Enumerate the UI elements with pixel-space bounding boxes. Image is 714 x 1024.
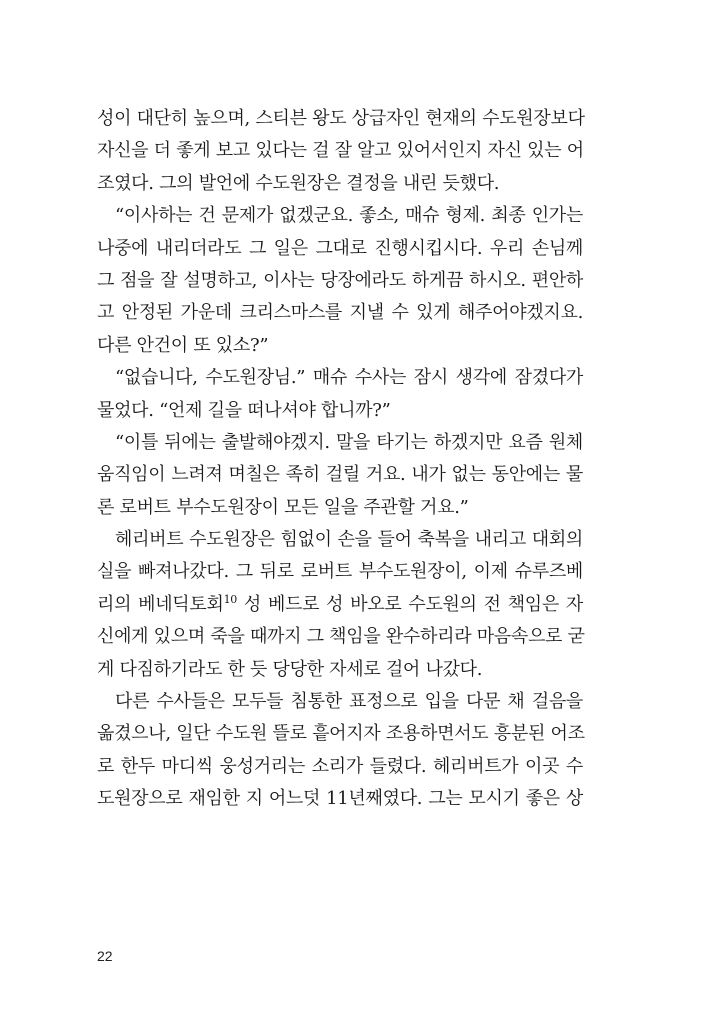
text-line bbox=[97, 589, 583, 621]
text-line bbox=[97, 168, 583, 200]
text-line bbox=[97, 686, 583, 718]
text-line-content: 다른 수사들은 모두들 침통한 표정으로 입을 다문 채 걸음을 bbox=[115, 691, 583, 713]
text-line bbox=[97, 362, 583, 394]
text-line bbox=[97, 524, 583, 556]
text-line-content: 게 다짐하기라도 한 듯 당당한 자세로 걸어 나갔다. bbox=[97, 658, 483, 680]
text-line-content: 리의 베네딕토회 bbox=[97, 593, 224, 615]
text-line-content: 성 베드로 성 바오로 수도원의 전 책임은 자 bbox=[236, 593, 583, 615]
text-line bbox=[97, 135, 583, 167]
text-line bbox=[97, 556, 583, 588]
text-line-content: 옮겼으나, 일단 수도원 뜰로 흩어지자 조용하면서도 흥분된 어조 bbox=[97, 723, 585, 745]
text-line-content: 헤리버트 수도원장은 힘없이 손을 들어 축복을 내리고 대회의 bbox=[115, 529, 583, 551]
text-line-content: 론 로버트 부수도원장이 모든 일을 주관할 거요.” bbox=[97, 496, 469, 518]
text-line-content: 실을 빠져나갔다. 그 뒤로 로버트 부수도원장이, 이제 슈루즈베 bbox=[97, 561, 583, 583]
text-line-content: 물었다. “언제 길을 떠나셔야 합니까?” bbox=[97, 399, 391, 421]
text-line bbox=[97, 654, 583, 686]
text-line-content: 자신을 더 좋게 보고 있다는 걸 잘 알고 있어서인지 자신 있는 어 bbox=[97, 140, 584, 162]
text-line-content: 나중에 내리더라도 그 일은 그대로 진행시킵시다. 우리 손님께 bbox=[97, 237, 583, 259]
text-line bbox=[97, 427, 583, 459]
text-line-content: 조였다. 그의 발언에 수도원장은 결정을 내린 듯했다. bbox=[97, 172, 500, 194]
text-line-content: 도원장으로 재임한 지 어느덧 11년째였다. 그는 모시기 좋은 상 bbox=[97, 788, 583, 810]
text-line bbox=[97, 103, 583, 135]
text-line bbox=[97, 200, 583, 232]
text-line bbox=[97, 621, 583, 653]
text-line bbox=[97, 395, 583, 427]
page-number: 22 bbox=[97, 948, 113, 964]
text-line-content: 신에게 있으며 죽을 때까지 그 책임을 완수하리라 마음속으로 굳 bbox=[97, 626, 585, 648]
text-line bbox=[97, 783, 583, 815]
text-line bbox=[97, 265, 583, 297]
text-line bbox=[97, 233, 583, 265]
text-line bbox=[97, 492, 583, 524]
text-line bbox=[97, 751, 583, 783]
text-line-content: 로 한두 마디씩 웅성거리는 소리가 들렸다. 헤리버트가 이곳 수 bbox=[97, 755, 583, 777]
text-line-content: “이사하는 건 문제가 없겠군요. 좋소, 매슈 형제. 최종 인가는 bbox=[115, 205, 583, 227]
text-line-content: “없습니다, 수도원장님.” 매슈 수사는 잠시 생각에 잠겼다가 bbox=[115, 367, 583, 389]
footnote-marker: 10 bbox=[223, 592, 237, 606]
text-line-content: 그 점을 잘 설명하고, 이사는 당장에라도 하게끔 하시오. 편안하 bbox=[97, 269, 583, 291]
body-text bbox=[97, 103, 583, 816]
text-line-content: 움직임이 느려져 며칠은 족히 걸릴 거요. 내가 없는 동안에는 물 bbox=[97, 464, 583, 486]
text-line bbox=[97, 718, 583, 750]
text-line-content: “이틀 뒤에는 출발해야겠지. 말을 타기는 하겠지만 요즘 원체 bbox=[115, 431, 583, 453]
text-line-content: 고 안정된 가운데 크리스마스를 지낼 수 있게 해주어야겠지요. bbox=[97, 302, 583, 324]
text-line bbox=[97, 330, 583, 362]
text-line-content: 다른 안건이 또 있소?” bbox=[97, 334, 269, 356]
text-line bbox=[97, 459, 583, 491]
text-line bbox=[97, 297, 583, 329]
text-line-content: 성이 대단히 높으며, 스티븐 왕도 상급자인 현재의 수도원장보다 bbox=[97, 108, 585, 129]
